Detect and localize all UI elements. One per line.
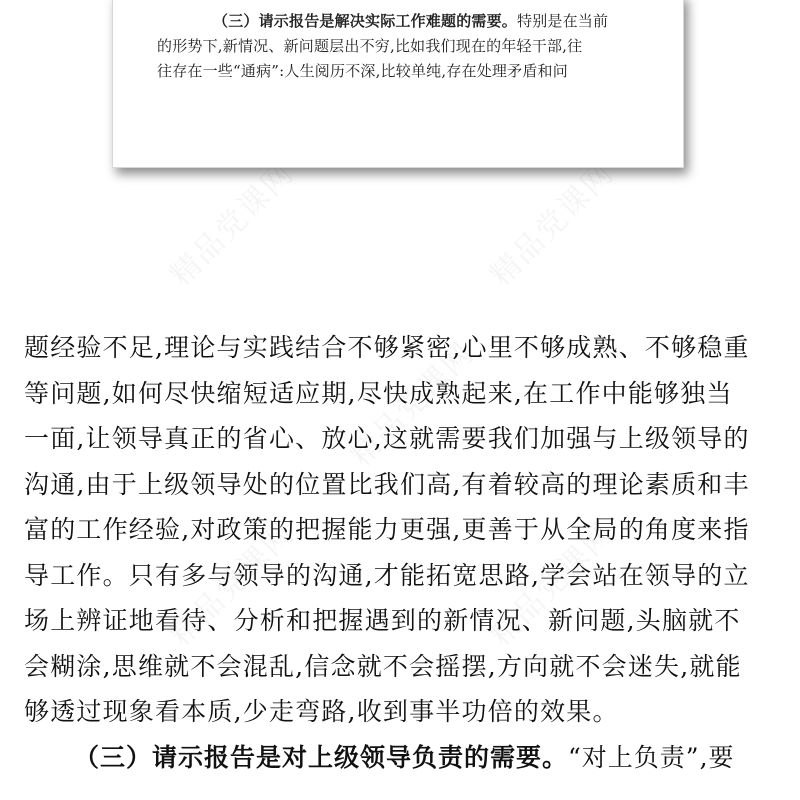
paragraph-line: 等问题,如何尽快缩短适应期,尽快成熟起来,在工作中能够独当 (24, 378, 733, 408)
paragraph-line: 沟通,由于上级领导处的位置比我们高,有着较高的理论素质和丰 (24, 469, 750, 499)
section-heading: （三）请示报告是对上级领导负责的需要。 (74, 742, 569, 772)
paragraph-line: 导工作。只有多与领导的沟通,才能拓宽思路,学会站在领导的立 (24, 560, 750, 590)
document-body (24, 325, 784, 780)
watermark: 精品党课网 (163, 515, 302, 654)
watermark: 精品党课网 (163, 155, 302, 294)
paragraph-line: 一面,让领导真正的省心、放心,这就需要我们加强与上级领导的 (24, 424, 750, 453)
slide-heading: （三）请示报告是解决实际工作难题的需要。 (213, 12, 518, 30)
watermark: 精品党课网 (483, 155, 622, 294)
slide-line-text: 特别是在当前 (517, 12, 609, 30)
paragraph-line: 富的工作经验,对政策的把握能力更强,更善于从全局的角度来指 (24, 515, 750, 544)
slide-line (213, 9, 653, 34)
paragraph-line: 题经验不足,理论与实践结合不够紧密,心里不够成熟、不够稳重 (24, 333, 750, 362)
section-heading-tail: “对上负责”,要 (568, 742, 735, 772)
slide-line: 的形势下,新情况、新问题层出不穷,比如我们现在的年轻干部,往 (157, 37, 583, 55)
watermark: 精品党课网 (343, 335, 482, 474)
paragraph-line: 够透过现象看本质,少走弯路,收到事半功倍的效果。 (24, 697, 619, 726)
watermark: 精品党课网 (483, 515, 622, 654)
slide-line: 往存在一些“通病”:人生阅历不深,比较单纯,存在处理矛盾和问 (157, 62, 568, 80)
slide-text (157, 9, 653, 84)
slide-thumbnail (112, 0, 684, 168)
paragraph-line: 场上辨证地看待、分析和把握遇到的新情况、新问题,头脑就不 (24, 606, 741, 635)
section-heading-line (74, 735, 784, 781)
paragraph-line: 会糊涂,思维就不会混乱,信念就不会摇摆,方向就不会迷失,就能 (24, 651, 742, 681)
